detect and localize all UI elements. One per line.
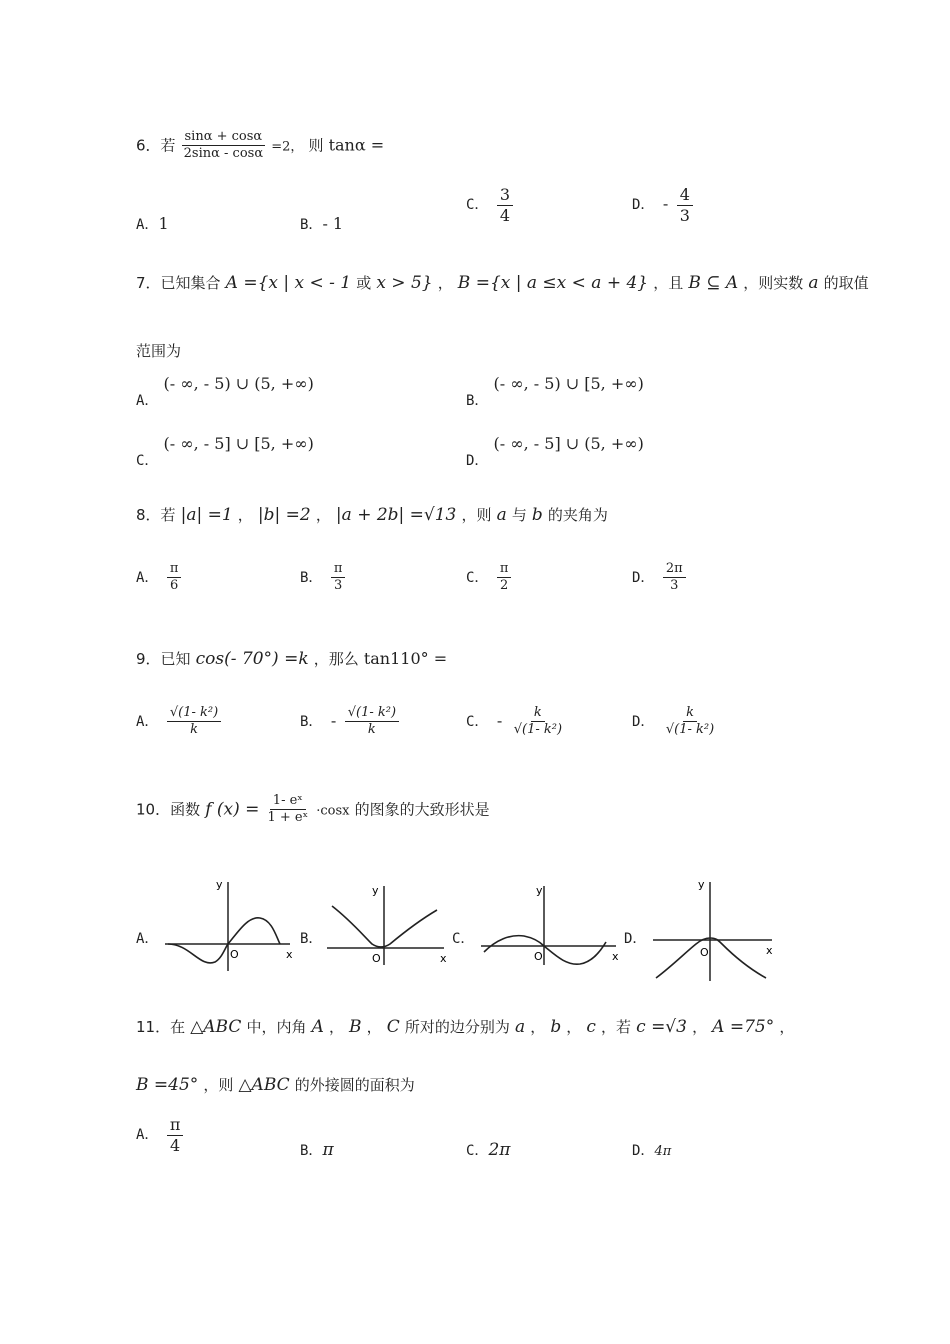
origin-label: O xyxy=(230,948,239,961)
q11-stem-line2: B =45° ，则 △ABC 的外接圆的面积为 xyxy=(136,1075,415,1095)
curve xyxy=(484,936,606,965)
q7-stem-line2: 范围为 xyxy=(136,342,182,360)
q6-option-b: B．- 1 xyxy=(300,214,344,233)
x-label: x xyxy=(612,950,619,963)
q6-option-c: C． $\frac{3}{4}$ xyxy=(466,186,513,224)
q9-option-d: D． $\frac{k}{\text{√(1- k²)}}$ xyxy=(632,705,715,738)
q11-stem: 11．在 △ABC 中，内角 A ， B ， C 所对的边分别为 a ， b ， c ，若 c =√3 ， A =75° ， xyxy=(136,1017,795,1037)
q7-option-b: B． (- ∞, - 5) ∪ [5, +∞) xyxy=(466,374,644,409)
q10-graph-d xyxy=(648,876,778,986)
q10-option-b-label: B． xyxy=(300,931,323,947)
q6-option-a: A．1 xyxy=(136,214,169,233)
q10-graph-c xyxy=(476,880,626,970)
origin-label: O xyxy=(700,946,709,959)
x-label: x xyxy=(440,952,447,965)
q7-option-a: A． (- ∞, - 5) ∪ (5, +∞) xyxy=(136,374,314,409)
q8-option-d: D． $\frac{2\pi}{3}$ xyxy=(632,562,686,594)
y-label: y xyxy=(698,878,705,891)
q9-option-c: C． - $\frac{k}{\text{√(1- k²)}}$ xyxy=(466,705,563,738)
origin-label: O xyxy=(534,950,543,963)
q7-option-c: C． (- ∞, - 5] ∪ [5, +∞) xyxy=(136,434,314,469)
q11-option-c: C．2π xyxy=(466,1140,511,1160)
q6-option-d: D． - $\frac{4}{3}$ xyxy=(632,186,693,224)
y-label: y xyxy=(372,884,379,897)
curve xyxy=(656,938,766,978)
q10-option-d-label: D． xyxy=(624,931,647,947)
q11-option-b: B．π xyxy=(300,1140,334,1160)
q10-option-a-label: A． xyxy=(136,931,159,947)
y-label: y xyxy=(536,884,543,897)
q6-stem: 6．若 $\frac{\sin\alpha + \cos\alpha}{2\sin\alpha - \cos\alpha}$ =2， 则 tanα = xyxy=(136,129,385,162)
q9-stem: 9．已知 cos(- 70°) =k ，那么 tan110° = xyxy=(136,649,448,669)
origin-label: O xyxy=(372,952,381,965)
x-label: x xyxy=(766,944,773,957)
q10-option-c-label: C． xyxy=(452,931,475,947)
q10-graph-a xyxy=(160,876,300,976)
x-label: x xyxy=(286,948,293,961)
q8-option-b: B． $\frac{\pi}{3}$ xyxy=(300,562,345,594)
q8-stem: 8．若 |a| =1 ， |b| =2 ， |a + 2b| =√13 ，则 a 与 b 的夹角为 xyxy=(136,505,608,525)
q11-option-d: D．4π xyxy=(632,1143,672,1159)
q9-option-b: B． - $\frac{\text{√(1- k²)}}{k}$ xyxy=(300,706,399,738)
q7-option-d: D． (- ∞, - 5] ∪ (5, +∞) xyxy=(466,434,644,469)
q9-option-a: A． $\frac{\text{√(1- k²)}}{k}$ xyxy=(136,706,221,738)
q8-option-a: A． $\frac{\pi}{6}$ xyxy=(136,562,181,594)
q7-stem: 7．已知集合 A ={x | x < - 1 或 x > 5} ， B ={x | a ≤x < a + 4} ，且 B ⊆ A ，则实数 a 的取值 xyxy=(136,273,869,293)
curve xyxy=(168,918,280,963)
q11-option-a: A． $\frac{\pi}{4}$ xyxy=(136,1116,183,1154)
q10-stem: 10．函数 f (x) = $\frac{\text{1- eˣ}}{\text{1 + eˣ}}$ ·cosx 的图象的大致形状是 xyxy=(136,793,490,826)
q10-graph-b xyxy=(322,880,452,970)
q6-fraction: $\frac{\sin\alpha + \cos\alpha}{2\sin\alpha - \cos\alpha}$ xyxy=(181,130,266,162)
y-label: y xyxy=(216,878,223,891)
q8-option-c: C． $\frac{\pi}{2}$ xyxy=(466,562,511,594)
